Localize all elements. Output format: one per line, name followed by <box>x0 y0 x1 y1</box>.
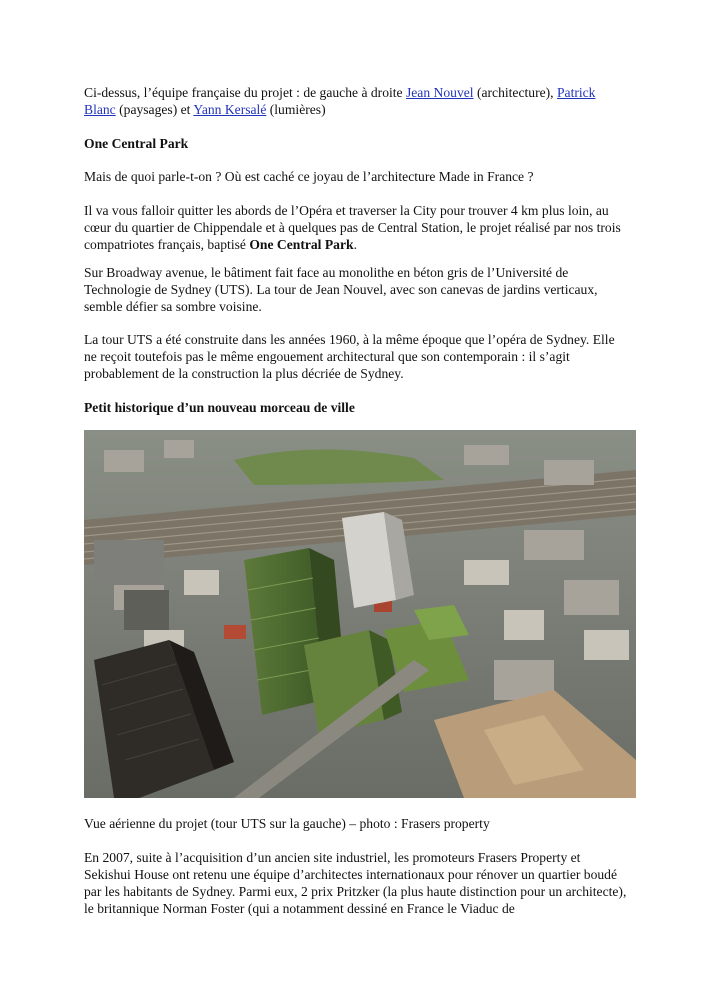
project-name-bold: One Central Park <box>249 237 354 252</box>
link-jean-nouvel[interactable]: Jean Nouvel <box>405 85 474 100</box>
intro-mid1: (architecture), <box>473 85 557 100</box>
section-heading-historique: Petit historique d’un nouveau morceau de ville <box>84 400 355 415</box>
intro-suffix: (lumières) <box>266 102 326 117</box>
paragraph-location <box>84 202 629 253</box>
aerial-photo <box>84 430 636 798</box>
link-yann-kersale[interactable]: Yann Kersalé <box>193 102 267 117</box>
paragraph-location-text: Il va vous falloir quitter les abords de l’Opéra et traverser la City pour trouver 4 km plus loin, au cœur du quartier de Chippendale et à quelques pas de Central Station, le projet réalisé par nos trois compatriotes français, baptisé <box>84 203 621 252</box>
paragraph-uts-tower: La tour UTS a été construite dans les années 1960, à la même époque que l’opéra de Sydney. Elle ne reçoit toutefois pas le même engouement architectural que son contemporain : il s’agit probablement de la construction la plus décriée de Sydney. <box>84 332 615 381</box>
paragraph-broadway: Sur Broadway avenue, le bâtiment fait face au monolithe en béton gris de l’Université de Technologie de Sydney (UTS). La tour de Jean Nouvel, avec son canevas de jardins verticaux, semble défier sa sombre voisine. <box>84 265 598 314</box>
photo-caption: Vue aérienne du projet (tour UTS sur la gauche) – photo : Frasers property <box>84 816 490 831</box>
link-patrick-blanc[interactable]: Patrick Blanc <box>84 85 596 117</box>
paragraph-historique: En 2007, suite à l’acquisition d’un ancien site industriel, les promoteurs Frasers Property et Sekishui House ont retenu une équipe d’architectes internationaux pour rénover un quartier boudé par les habitants de Sydney. Parmi eux, 2 prix Pritzker (la plus haute distinction pour un architecte), le britannique Norman Foster (qui a notamment dessiné en France le Viaduc de <box>84 850 627 916</box>
paragraph-location-end: . <box>353 237 357 252</box>
question-paragraph: Mais de quoi parle-t-on ? Où est caché ce joyau de l’architecture Made in France ? <box>84 169 534 184</box>
intro-prefix: Ci-dessus, l’équipe française du projet : de gauche à droite <box>84 85 406 100</box>
intro-mid2: (paysages) et <box>115 102 194 117</box>
intro-paragraph <box>84 84 629 118</box>
section-heading-one-central-park: One Central Park <box>84 136 189 151</box>
